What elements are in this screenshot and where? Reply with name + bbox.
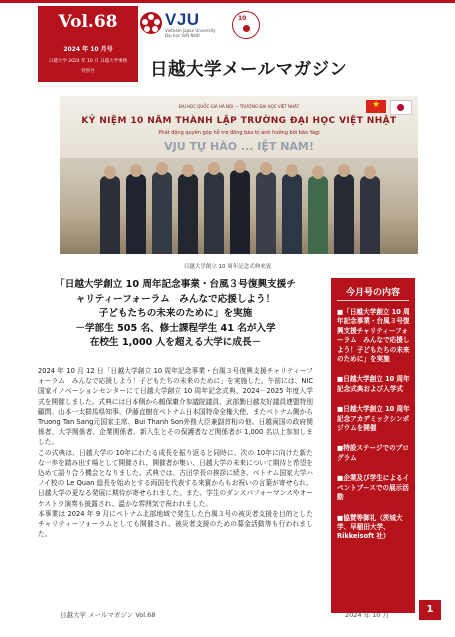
headline-line: 「日越大学創立 10 周年記念事業・台風３号復興支援チ [55,279,296,290]
university-logo-text: VJU [165,10,200,29]
article-headline [38,278,313,351]
magazine-title: 日越大学メールマガジン [150,60,348,80]
event-photo [60,96,418,254]
top-accent-bar [0,0,455,3]
university-logo-icon [140,12,162,34]
university-logo-subtitle: Vietnam Japan University Đại học Việt Nhật [165,28,216,38]
footer-magazine-name: 日越大学 メールマガジン Vol.68 [60,611,156,619]
contents-divider [337,300,409,301]
japan-flag-icon [390,100,412,115]
anniversary-logo-number: 10 [238,15,247,22]
headline-line: ャリティーフォーラム みんなで応援しよう！ [75,293,276,305]
article-paragraph: 2024 年 10 月 12 日「日越大学創立 10 周年記念事業・台風３号復興支援チャリティーフォーラム みんなで応援しよう！子どもたちの未来のために」を実施した。午前には、NIC 国家イノベーションセンターにて日越大学創立 10 周年記念式典、2024－2025 年度入学式を開催しました。式典には日本側から鶴保庸介参議院議員、武部勤日越友好議員連盟特別顧問、山本一太群馬県知事、伊藤直樹在ベトナム日本国特命全権大使、またベトナム側から Truong Tan Sang元国家主席、Bui Thanh Son外務大臣兼副首相の他、日越両国の政府関係者、大学関係者、企業関係者、新入生とその保護者など関係者が 1,000 名以上参加しました。 [38,367,313,447]
photo-backdrop-banner [60,96,418,158]
vietnam-flag-icon [366,100,386,113]
issue-date: 2024 年 10 月号 [63,46,113,53]
banner-slogan: VJU TỰ HÀO ... IỆT NAM! [164,140,314,153]
banner-subtitle: Phát động quyên góp hỗ trợ đồng bào bị ảnh hưởng bởi bão Yagi [158,130,320,136]
contents-item[interactable]: ■「日越大学創立 10 周年記念事業・台風３号復興支援チャリティーフォーラム みんなで応援しよう！子どもたちの未来のために」を実施 [337,308,410,364]
contents-item[interactable]: ■日越大学創立 10 周年記念アカデミックシンポジウムを開催 [337,405,410,433]
contents-title: 今月号の内容 [345,288,400,298]
headline-line: 在校生 1,000 人を超える大学に成長－ [89,337,262,348]
article-body [38,366,313,539]
footer-date: 2024 年 10 月 [345,611,390,619]
contents-item[interactable]: ■企業及び学生によるイベントブースでの展示活動 [337,474,410,502]
issue-label: 特別号 [81,69,95,74]
contents-sidebar [331,278,415,613]
volume-box [38,6,138,82]
banner-title: KỶ NIỆM 10 NĂM THÀNH LẬP TRƯỜNG ĐẠI HỌC VIỆT NHẬT [81,116,397,126]
article-paragraph: この式典は、日越大学の 10年にわたる成長を振り返ると同時に、次の 10年に向けた新たな一歩を踏み出す場として開催され、開催者が集い、日越大学の未来について期待と希望を込めて語り合う機会となりました。式典では、古田学長の挨拶に続き、ベトナム国家大学ハノイ校の Le Quan 総長を始めとする両国を代表する来賓からもお祝いの言葉が寄せられ、日越大学の更なる発展に期待が寄せられました。また、学生のダンスパフォーマンスやオーケストラ演奏も披露され、温かな雰囲気で祝われました。 [38,448,313,508]
anniversary-flower-icon [243,25,250,32]
contents-item[interactable]: ■協賛等御礼（茨城大学、早稲田大学、Rikkeisoft 社） [337,513,403,541]
contents-item[interactable]: ■特設ステージでのプログラム [337,444,409,462]
contents-list [337,308,411,553]
banner-organizer: ĐẠI HỌC QUỐC GIA HÀ NỘI — TRƯỜNG ĐẠI HỌC VIỆT NHẬT [178,104,300,109]
photo-caption: 日越大学創立 10 周年記念式典来賓 [183,264,272,270]
headline-line: 子どもたちの未来のために」を実施 [98,308,253,319]
contents-item[interactable]: ■日越大学創立 10 周年記念式典および入学式 [337,375,410,393]
volume-number: Vol.68 [58,12,118,32]
publisher: 日越大学 2024 年 10 月 日越大学事務 [48,59,128,64]
article-paragraph: 本事業は 2024 年 9 月にベトナム北部地域で発生した台風３号の被災者支援を目的としたチャリティーフォーラムとしても開催され、被災者支援のための募金活動等も行われました。 [38,509,313,539]
page-number: 1 [419,600,441,620]
headline-line: －学部生 505 名、修士課程学生 41 名が入学 [75,322,276,334]
